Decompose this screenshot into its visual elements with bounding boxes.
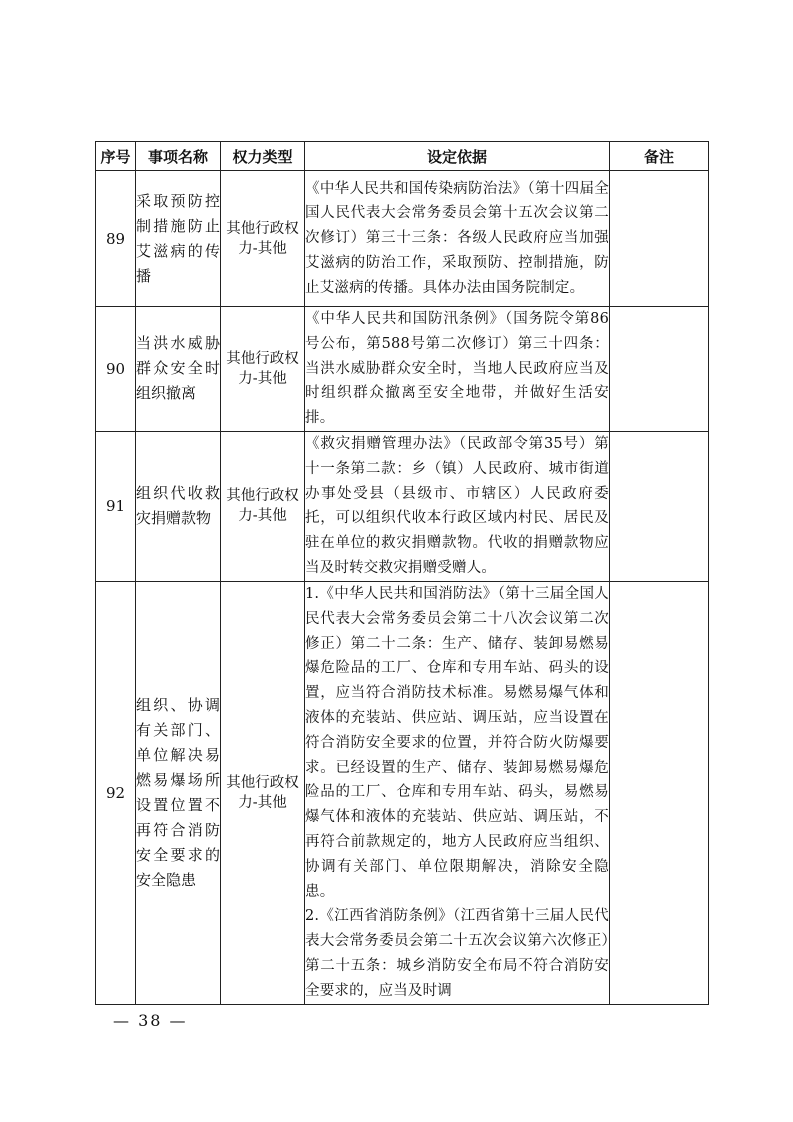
row-item-name: 组织代收救灾捐赠款物 <box>136 431 221 581</box>
power-list-table <box>95 141 709 1005</box>
row-legal-basis <box>305 581 610 1004</box>
row-item-name: 采取预防控制措施防止艾滋病的传播 <box>136 171 221 307</box>
row-legal-basis <box>305 431 610 581</box>
row-power-type: 其他行政权力-其他 <box>221 307 305 432</box>
row-serial: 92 <box>96 581 136 1004</box>
row-power-type: 其他行政权力-其他 <box>221 431 305 581</box>
table-row <box>96 307 709 432</box>
page-number: — 38 — <box>113 1011 188 1030</box>
row-remarks <box>610 307 709 432</box>
basis-paragraph: 《中华人民共和国防汛条例》（国务院令第86号公布，第588号第二次修订）第三十四条：当洪水威胁群众安全时，当地人民政府应当及时组织群众撤离至安全地带，并做好生活安排。 <box>305 311 609 427</box>
header-serial: 序号 <box>96 142 136 171</box>
row-item-name: 组织、协调有关部门、单位解决易燃易爆场所设置位置不再符合消防安全要求的安全隐患 <box>136 581 221 1004</box>
row-remarks <box>610 581 709 1004</box>
row-power-type: 其他行政权力-其他 <box>221 171 305 307</box>
row-remarks <box>610 171 709 307</box>
row-power-type: 其他行政权力-其他 <box>221 581 305 1004</box>
basis-paragraph: 2.《江西省消防条例》（江西省第十三届人民代表大会常务委员会第二十五次会议第六次修正）第二十五条：城乡消防安全布局不符合消防安全要求的，应当及时调 <box>305 908 609 999</box>
header-legal-basis: 设定依据 <box>305 142 610 171</box>
row-serial: 89 <box>96 171 136 307</box>
header-remarks: 备注 <box>610 142 709 171</box>
row-serial: 90 <box>96 307 136 432</box>
row-item-name: 当洪水威胁群众安全时组织撤离 <box>136 307 221 432</box>
table-row <box>96 581 709 1004</box>
table-row <box>96 431 709 581</box>
table-row <box>96 171 709 307</box>
header-item-name: 事项名称 <box>136 142 221 171</box>
row-legal-basis <box>305 171 610 307</box>
table-header-row <box>96 142 709 171</box>
basis-paragraph: 《中华人民共和国传染病防治法》（第十四届全国人民代表大会常务委员会第十五次会议第二次修订）第三十三条：各级人民政府应当加强艾滋病的防治工作，采取预防、控制措施，防止艾滋病的传播。具体办法由国务院制定。 <box>305 180 609 296</box>
row-serial: 91 <box>96 431 136 581</box>
basis-paragraph: 1.《中华人民共和国消防法》（第十三届全国人民代表大会常务委员会第二十八次会议第二次修正）第二十二条：生产、储存、装卸易燃易爆危险品的工厂、仓库和专用车站、码头的设置，应当符合消防技术标准。易燃易爆气体和液体的充装站、供应站、调压站，应当设置在符合消防安全要求的位置，并符合防火防爆要求。已经设置的生产、储存、装卸易燃易爆危险品的工厂、仓库和专用车站、码头，易燃易爆气体和液体的充装站、供应站、调压站，不再符合前款规定的，地方人民政府应当组织、协调有关部门、单位限期解决，消除安全隐患。 <box>305 585 609 900</box>
row-legal-basis <box>305 307 610 432</box>
basis-paragraph: 《救灾捐赠管理办法》（民政部令第35号）第十一条第二款：乡（镇）人民政府、城市街道办事处受县（县级市、市辖区）人民政府委托，可以组织代收本行政区域内村民、居民及驻在单位的救灾捐赠款物。代收的捐赠款物应当及时转交救灾捐赠受赠人。 <box>305 436 609 577</box>
header-power-type: 权力类型 <box>221 142 305 171</box>
row-remarks <box>610 431 709 581</box>
